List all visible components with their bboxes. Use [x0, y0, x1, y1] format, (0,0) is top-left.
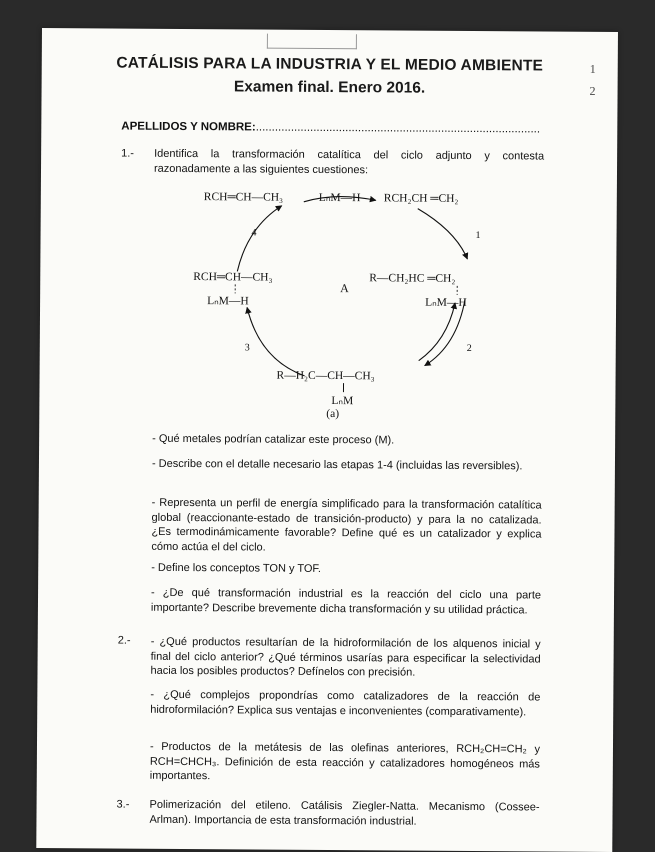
diagram-caption: (a) [326, 408, 339, 420]
name-blank: ......................................................................................... [256, 121, 540, 135]
catalytic-cycle-diagram [184, 179, 506, 409]
arrow-step-3 [247, 307, 305, 375]
species-mid-right-top: R—CH₂HC ═CH₂ [369, 272, 455, 285]
species-top-right: RCH₂CH ═CH₂ [384, 192, 459, 205]
q1-item-1: - Qué metales podrían catalizar este proceso (M). [152, 432, 542, 449]
species-mid-left-bottom: LₙM—H [207, 295, 249, 307]
exam-title: CATÁLISIS PARA LA INDUSTRIA Y EL MEDIO AMBIENTE [42, 54, 618, 76]
arrow-step-2-reverse [419, 303, 455, 361]
exam-sheet [36, 28, 618, 852]
paper-tab [267, 34, 357, 50]
q2-item-3: - Productos de la metátesis de las olefinas anteriores, RCH₂CH=CH₂ y RCH=CHCH₃. Definición de esta reacción y catalizadores homogéneos más importantes. [150, 740, 540, 786]
species-mid-right-bottom: LₙM—H [425, 297, 467, 309]
step-label-1: 1 [476, 230, 481, 241]
q1-item-3: - Representa un perfil de energía simplificado para la transformación catalítica global (reaccionante-estado de transición-producto) y para la no catalizada. ¿Es termodinámicamente favorable? Define qué es un catalizador y explica cómo actúa el del ciclo. [151, 496, 541, 557]
species-top-left: RCH═CH—CH₃ [204, 191, 283, 204]
q1-number: 1.- [121, 148, 134, 160]
species-mid-left-top: RCH═CH—CH₃ [193, 271, 272, 284]
q3-number: 3.- [117, 799, 130, 811]
q1-item-4: - Define los conceptos TON y TOF. [151, 561, 541, 578]
step-label-2: 2 [467, 343, 472, 354]
species-top-center: LₙM—H [319, 192, 361, 204]
species-bottom-metal: LₙM [331, 395, 353, 407]
name-field[interactable] [121, 121, 540, 136]
species-bottom: R—H₂C—CH—CH₃ [277, 370, 375, 383]
exam-subtitle: Examen final. Enero 2016. [42, 77, 618, 99]
name-label: APELLIDOS Y NOMBRE: [121, 121, 255, 134]
step-label-4: 4 [252, 227, 257, 238]
q2-number: 2.- [118, 635, 131, 647]
margin-note-1: 1 [590, 62, 596, 77]
q2-item-1: - ¿Qué productos resultarían de la hidroformilación de los alquenos inicial y final del ciclo anterior? ¿Qué términos usarías para especificar la selectividad hacia los posibles productos? Defínelos con precisión. [150, 635, 540, 681]
q2-item-2: - ¿Qué complejos propondrías como catalizadores de la reacción de hidroformilación? Explica sus ventajas e inconvenientes (comparativamente). [150, 688, 540, 720]
q1-item-2: - Describe con el detalle necesario las etapas 1-4 (incluidas las reversibles). [152, 457, 542, 474]
margin-note-2: 2 [590, 84, 596, 99]
arrow-step-1 [417, 209, 467, 259]
cycle-center-label: A [340, 281, 349, 295]
q1-item-5: - ¿De qué transformación industrial es la reacción del ciclo una parte importante? Describe brevemente dicha transformación y su utilidad práctica. [151, 586, 541, 618]
q1-intro: Identifica la transformación catalítica del ciclo adjunto y contesta razonadamente a las siguientes cuestiones: [154, 147, 544, 179]
step-label-3: 3 [245, 342, 250, 353]
arrow-step-4 [237, 205, 281, 271]
q3-text: Polimerización del etileno. Catálisis Ziegler-Natta. Mecanismo (Cossee-Arlman). Importancia de esta transformación industrial. [149, 798, 539, 830]
